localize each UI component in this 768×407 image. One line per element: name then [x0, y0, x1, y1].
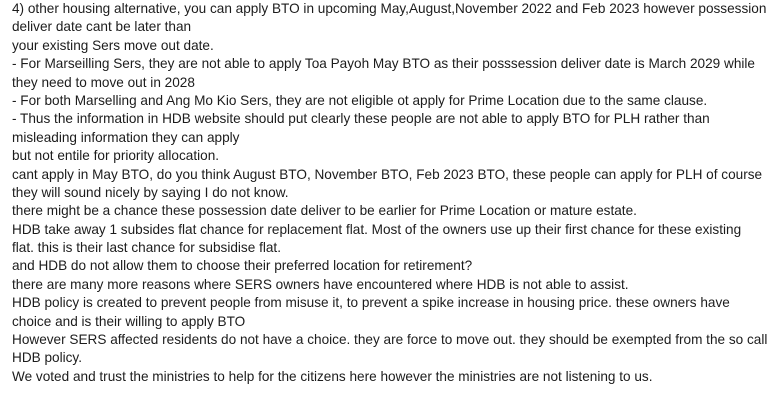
- text-line: deliver date cant be later than: [12, 19, 192, 35]
- text-line: HDB take away 1 subsides flat chance for replacement flat. Most of the owners use up their first chance for these existing: [12, 221, 742, 237]
- text-line: they will sound nicely by saying I do not know.: [12, 184, 289, 200]
- text-line: HDB policy is created to prevent people from misuse it, to prevent a spike increase in housing price. these owners have: [12, 295, 730, 311]
- text-line: and HDB do not allow them to choose their preferred location for retirement?: [12, 258, 473, 274]
- text-line: there might be a chance these possession date deliver to be earlier for Prime Location or mature estate.: [12, 203, 637, 219]
- text-line: - For both Marselling and Ang Mo Kio Sers, they are not eligible ot apply for Prime Location due to the same clause.: [12, 92, 708, 108]
- text-line: flat. this is their last chance for subsidise flat.: [12, 240, 281, 256]
- text-line: they need to move out in 2028: [12, 74, 195, 90]
- text-line: - For Marseilling Sers, they are not able to apply Toa Payoh May BTO as their posssession deliver date is March 2029 while: [12, 56, 755, 72]
- text-line: HDB policy.: [12, 350, 82, 366]
- text-line: your existing Sers move out date.: [12, 37, 214, 53]
- text-line: 4) other housing alternative, you can apply BTO in upcoming May,August,November 2022 and Feb 2023 however possession: [12, 1, 767, 16]
- text-line: choice and is their willing to apply BTO: [12, 313, 246, 329]
- text-line: However SERS affected residents do not have a choice. they are force to move out. they should be exempted from the so call: [12, 332, 768, 348]
- text-line: misleading information they can apply: [12, 129, 240, 145]
- text-line: but not entile for priority allocation.: [12, 148, 220, 164]
- text-line: there are many more reasons where SERS owners have encountered where HDB is not able to assist.: [12, 276, 629, 292]
- text-line: We voted and trust the ministries to help for the citizens here however the ministries are not listening to us.: [12, 368, 653, 384]
- text-line: cant apply in May BTO, do you think August BTO, November BTO, Feb 2023 BTO, these people can apply for PLH of course: [12, 166, 763, 182]
- text-line: - Thus the information in HDB website should put clearly these people are not able to apply BTO for PLH rather than: [12, 111, 710, 127]
